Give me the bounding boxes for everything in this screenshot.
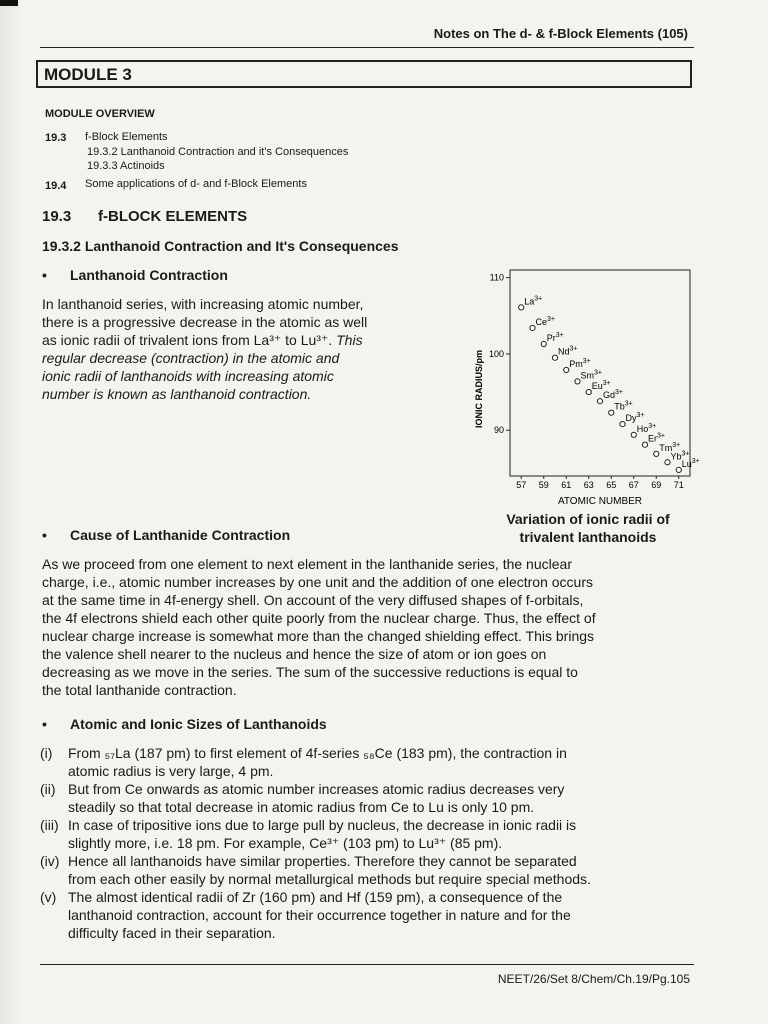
data-point [586, 389, 591, 394]
section-number: 19.3 [42, 208, 72, 225]
y-axis-label: IONIC RADIUS/pm [474, 349, 484, 429]
chart-caption [486, 510, 690, 546]
data-point [642, 442, 647, 447]
data-point [631, 432, 636, 437]
y-tick-label: 100 [488, 348, 504, 359]
header-rule [40, 47, 694, 48]
data-point [530, 325, 535, 330]
data-label: $Ce^{3+}$ [535, 315, 555, 327]
module-banner [36, 60, 692, 88]
data-label: $Gd^{3+}$ [603, 389, 623, 401]
data-label: $Eu^{3+}$ [591, 380, 611, 392]
paragraph-line: the total lanthanide contraction. [42, 682, 237, 698]
heading-text: Cause of Lanthanide Contraction [70, 527, 291, 543]
x-tick-label: 71 [673, 480, 684, 490]
data-label: $Ho^{3+}$ [636, 422, 657, 434]
data-point [676, 467, 681, 472]
paragraph-line: the valence shell nearer to the nucleus and hence the size of atom or ion goes on [42, 646, 547, 662]
overview-item: f-Block Elements [85, 131, 168, 143]
heading-text: Atomic and Ionic Sizes of Lanthanoids [70, 716, 327, 732]
sizes-heading [42, 716, 327, 732]
x-tick-label: 59 [538, 480, 549, 490]
data-point [654, 451, 659, 456]
overview-item-number: 19.4 [45, 180, 67, 192]
lanthanoid-definition-paragraph [42, 295, 442, 403]
data-label: $Nd^{3+}$ [558, 345, 578, 357]
bullet-icon: • [42, 527, 47, 543]
module-title: MODULE 3 [44, 65, 132, 84]
list-text: From ₅₇La (187 pm) to first element of 4f-series ₅₈Ce (183 pm), the contraction in atomic radius is very large, 4 pm. [68, 745, 567, 779]
data-label: $Pr^{3+}$ [546, 332, 564, 344]
list-item [40, 888, 692, 942]
data-label: $Yb^{3+}$ [670, 450, 690, 462]
paragraph-line: at the same time in 4f-energy shell. On account of the very diffused shapes of f-orbitals, [42, 592, 584, 608]
paragraph-line [42, 331, 442, 349]
paragraph-line: charge, i.e., atomic number increases by one unit and the addition of one electron occurs [42, 574, 593, 590]
list-marker: (iii) [40, 817, 59, 833]
list-item [40, 816, 692, 852]
caption-line: trivalent lanthanoids [519, 529, 657, 545]
paragraph-line-italic: ionic radii of lanthanoids with increasing atomic [42, 368, 334, 384]
data-label: $Tm^{3+}$ [659, 441, 681, 453]
data-point [597, 399, 602, 404]
paragraph-line: As we proceed from one element to next element in the lanthanide series, the nuclear [42, 556, 572, 572]
line-text: as ionic radii of trivalent ions from La³⁺ to Lu³⁺. [42, 332, 333, 348]
data-label: $Er^{3+}$ [648, 432, 665, 444]
data-point [665, 460, 670, 465]
ionic-radius-chart [468, 262, 698, 510]
subsection-heading: 19.3.2 Lanthanoid Contraction and It's Consequences [42, 238, 399, 254]
data-point [541, 341, 546, 346]
overview-item: 19.3.3 Actinoids [87, 160, 165, 172]
data-label: $La^{3+}$ [524, 295, 543, 307]
caption-line: Variation of ionic radii of [506, 511, 670, 527]
data-point [552, 355, 557, 360]
paragraph-line: In lanthanoid series, with increasing atomic number, [42, 296, 364, 312]
x-tick-label: 69 [651, 480, 662, 490]
bullet-icon: • [42, 267, 47, 283]
x-tick-label: 67 [628, 480, 639, 490]
overview-item-number: 19.3 [45, 132, 67, 144]
paragraph-line: decreasing as we move in the series. The sum of the successive reductions is equal to [42, 664, 578, 680]
list-item [40, 852, 692, 888]
data-point [620, 422, 625, 427]
data-label: $Tb^{3+}$ [614, 400, 633, 412]
paragraph-line-italic: regular decrease (contraction) in the atomic and [42, 350, 340, 366]
data-label: $Sm^{3+}$ [580, 369, 602, 381]
footer-rule [40, 964, 694, 965]
list-text: The almost identical radii of Zr (160 pm) and Hf (159 pm), a consequence of the lanthanoid contraction, account for their occurrence together in nature and for the difficulty faced in their separation. [68, 889, 571, 941]
section-title: f-BLOCK ELEMENTS [98, 208, 248, 225]
list-item [40, 780, 692, 816]
bullet-icon: • [42, 716, 47, 732]
list-item [40, 744, 692, 780]
cause-paragraph [42, 555, 694, 699]
x-tick-label: 65 [606, 480, 617, 490]
data-label: $Lu^{3+}$ [681, 457, 700, 469]
list-text: But from Ce onwards as atomic number increases atomic radius decreases very steadily so that total decrease in atomic radius from Ce to Lu is only 10 pm. [68, 781, 565, 815]
data-point [519, 305, 524, 310]
overview-item: 19.3.2 Lanthanoid Contraction and it's Consequences [87, 146, 349, 158]
lanthanoid-contraction-heading [42, 267, 228, 283]
data-point [564, 367, 569, 372]
paragraph-line-italic: number is known as lanthanoid contraction. [42, 386, 312, 402]
page-binding-edge [0, 0, 24, 1024]
x-tick-label: 61 [561, 480, 572, 490]
x-tick-label: 63 [583, 480, 594, 490]
list-marker: (v) [40, 889, 57, 905]
x-axis-label: ATOMIC NUMBER [557, 496, 643, 507]
footer-code: NEET/26/Set 8/Chem/Ch.19/Pg.105 [497, 972, 690, 986]
y-tick-label: 110 [489, 272, 504, 283]
list-marker: (ii) [40, 781, 56, 797]
x-tick-label: 57 [516, 480, 527, 490]
cause-heading [42, 527, 290, 543]
paragraph-line: the 4f electrons shield each other quite poorly from the nuclear charge. Thus, the effect of [42, 610, 596, 626]
running-header: Notes on The d- & f-Block Elements (105) [433, 26, 688, 41]
list-marker: (iv) [40, 853, 60, 869]
data-label: $Dy^{3+}$ [625, 412, 645, 424]
paragraph-line: there is a progressive decrease in the atomic as well [42, 314, 368, 330]
corner-mark [0, 0, 18, 6]
list-text: Hence all lanthanoids have similar properties. Therefore they cannot be separated from each other easily by normal metallurgical methods but require special methods. [68, 853, 591, 887]
data-label: $Pm^{3+}$ [569, 357, 591, 369]
overview-item: Some applications of d- and f-Block Elements [85, 178, 307, 190]
y-tick-label: 90 [493, 425, 504, 436]
data-point [609, 410, 614, 415]
overview-heading: MODULE OVERVIEW [45, 108, 155, 120]
list-text: In case of tripositive ions due to large pull by nucleus, the decrease in ionic radii is slightly more, i.e. 18 pm. For example, Ce³⁺ (103 pm) to Lu³⁺ (85 pm). [68, 817, 577, 851]
italic-text: This [336, 332, 363, 348]
section-heading [42, 208, 247, 225]
paragraph-line: nuclear charge increase is somewhat more than the changed shielding effect. This brings [42, 628, 595, 644]
list-marker: (i) [40, 745, 53, 761]
data-point [575, 379, 580, 384]
heading-text: Lanthanoid Contraction [70, 267, 228, 283]
